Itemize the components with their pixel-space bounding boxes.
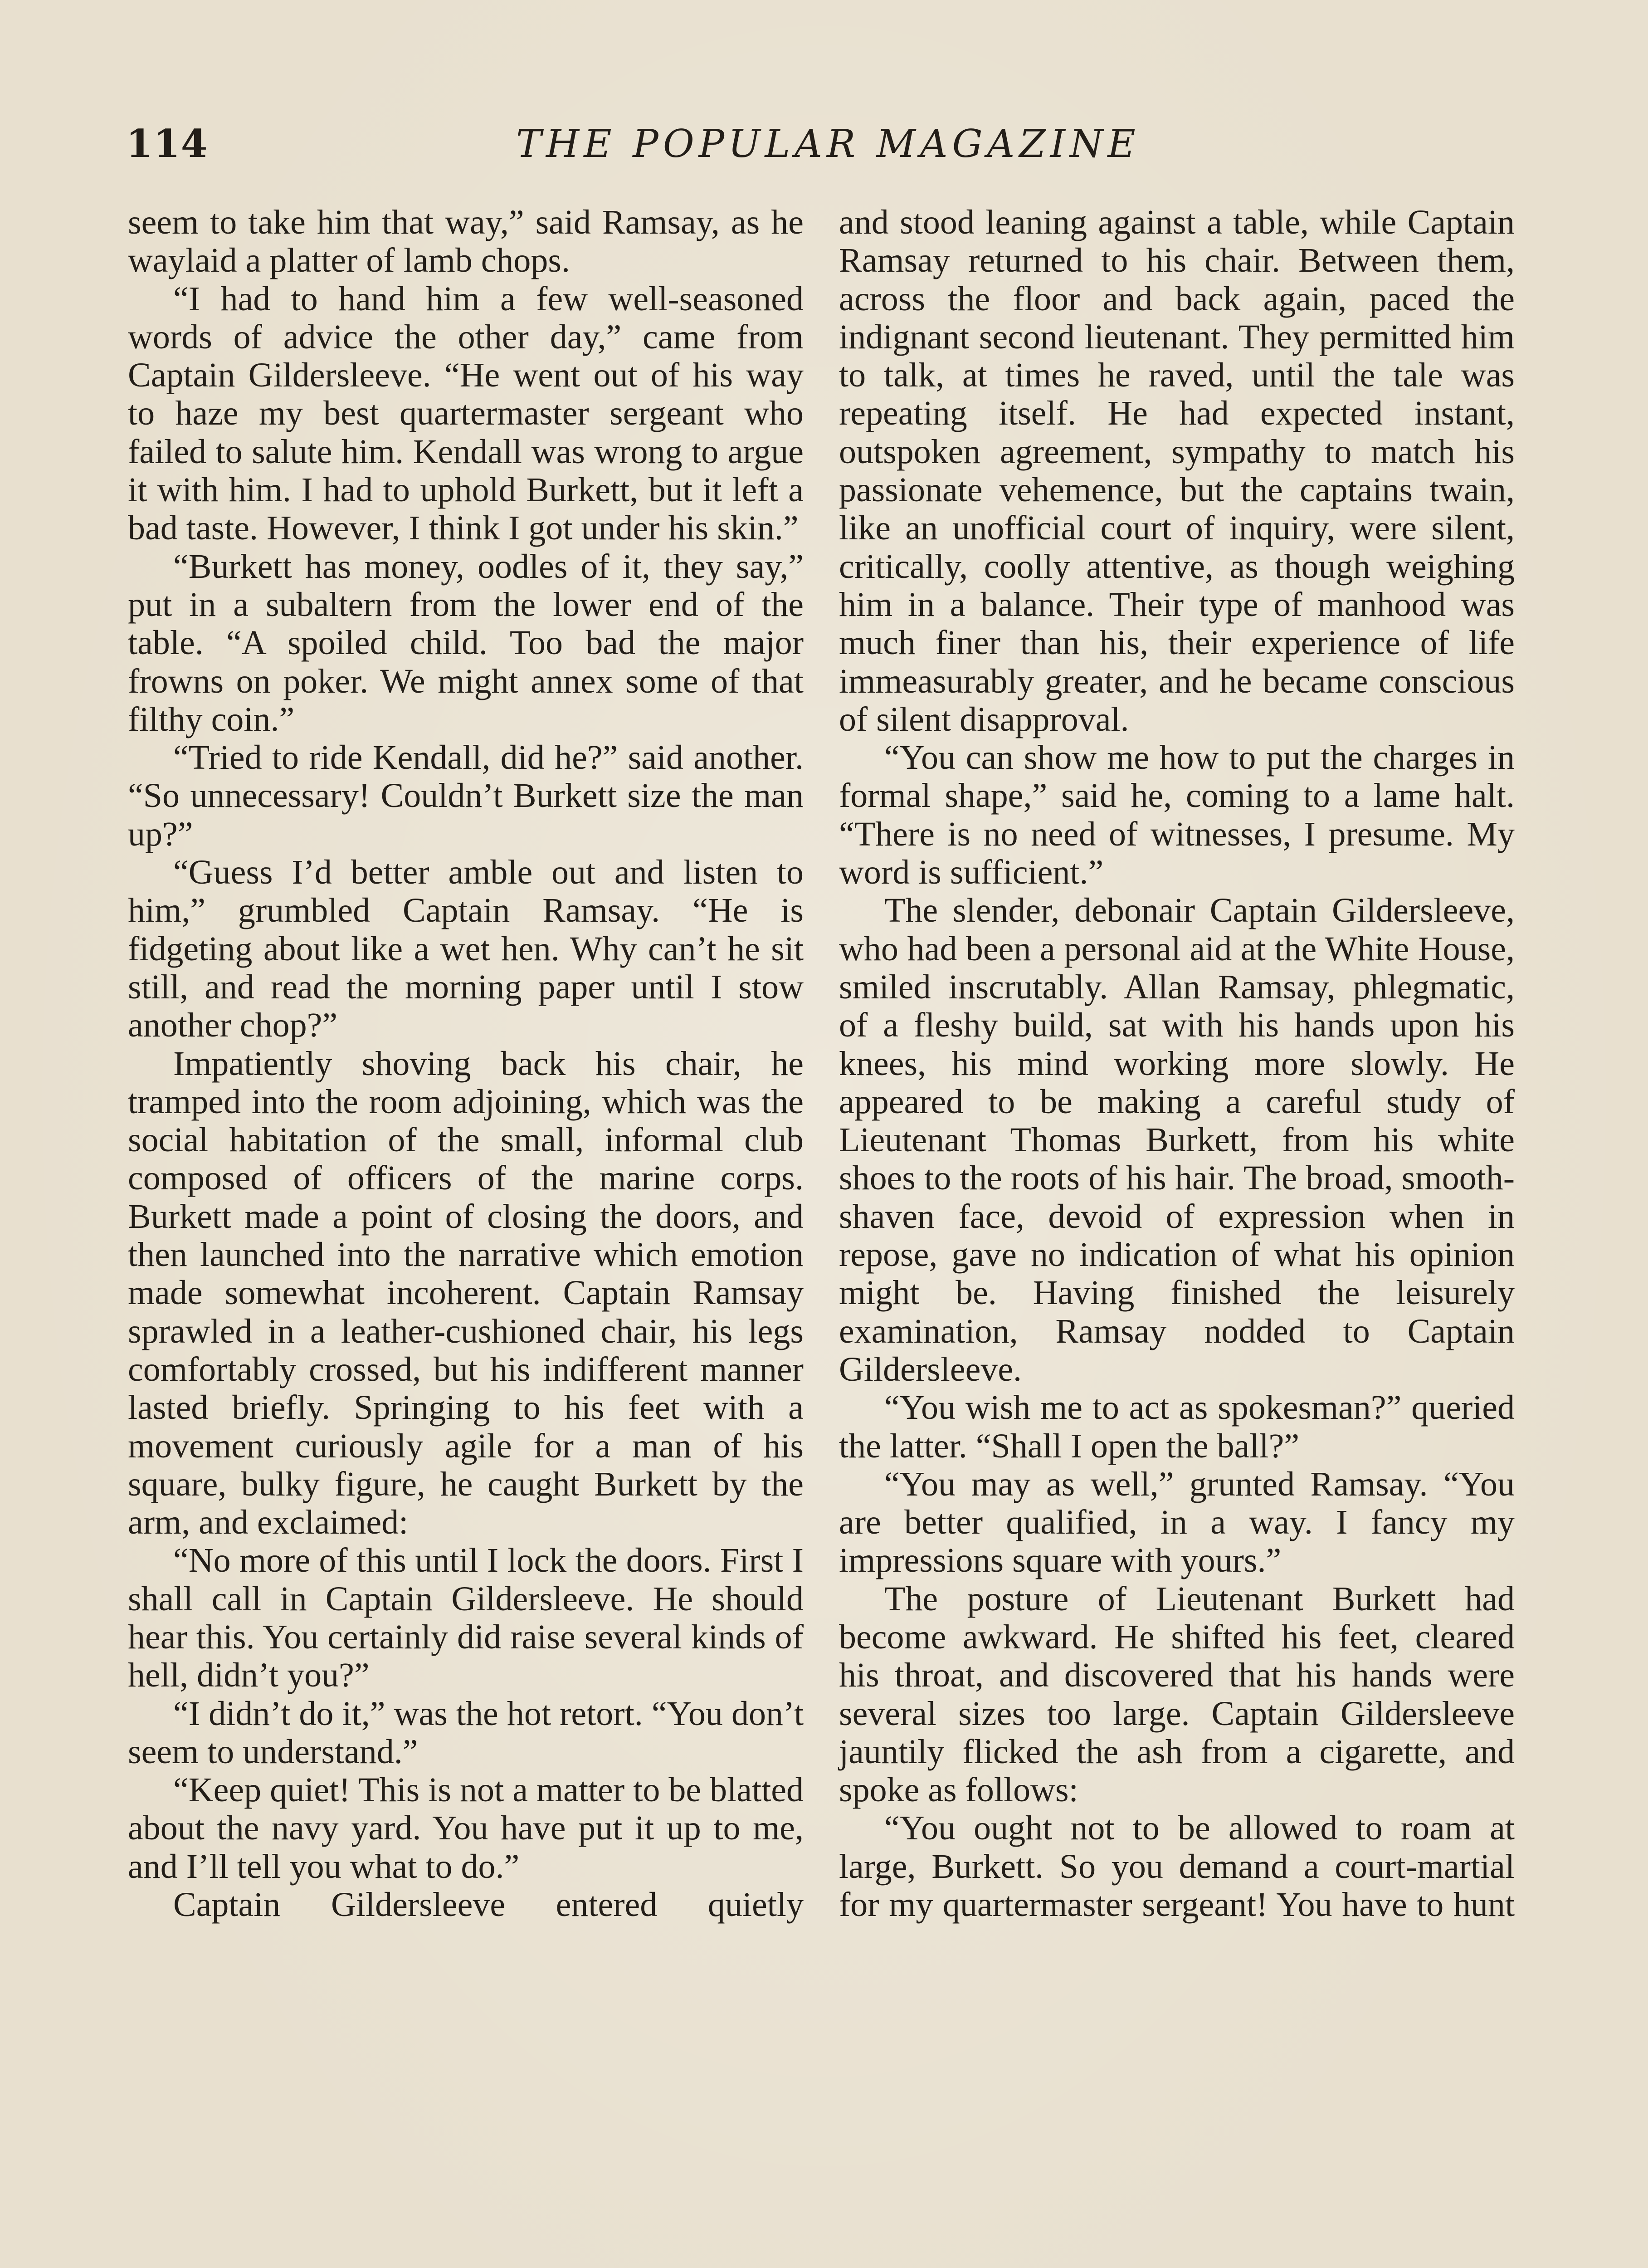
paragraph: “You ought not to be allowed to roam at large, Burkett. So you demand a court-martial for my quartermaster sergeant! You have to hunt [839,1809,1515,1924]
paragraph: “Burkett has money, oodles of it, they say,” put in a subaltern from the lower end of the table. “A spoiled child. Too bad the major frowns on poker. We might annex some of that filthy coin.” [128,547,804,738]
paragraph: “You wish me to act as spokesman?” queried the latter. “Shall I open the ball?” [839,1388,1515,1465]
running-head: THE POPULAR MAGAZINE [516,122,1140,166]
paragraph: “Tried to ride Kendall, did he?” said another. “So unnecessary! Couldn’t Burkett size the man up?” [128,738,804,853]
left-column [128,203,804,1924]
paragraph: “I didn’t do it,” was the hot retort. “You don’t seem to understand.” [128,1694,804,1771]
paragraph: seem to take him that way,” said Ramsay, as he waylaid a platter of lamb chops. [128,203,804,280]
paragraph: Impatiently shoving back his chair, he tramped into the room adjoining, which was the social habitation of the small, informal club composed of officers of the marine corps. Burkett made a point of closing the doors, and then launched into the narrative which emotion made somewhat incoherent. Captain Ramsay sprawled in a leather-cushioned chair, his legs comfortably crossed, but his indifferent manner lasted briefly. Springing to his feet with a movement curiously agile for a man of his square, bulky figure, he caught Burkett by the arm, and exclaimed: [128,1044,804,1542]
paragraph: and stood leaning against a table, while Captain Ramsay returned to his chair. Between them, across the floor and back again, paced the indignant second lieutenant. They permitted him to talk, at times he raved, until the tale was repeating itself. He had expected instant, outspoken agreement, sympathy to match his passionate vehemence, but the captains twain, like an unofficial court of inquiry, were silent, critically, coolly attentive, as though weighing him in a balance. Their type of manhood was much finer than his, their experience of life immeasurably greater, and he became conscious of silent disapproval. [839,203,1515,738]
paragraph: “You can show me how to put the charges in formal shape,” said he, coming to a lame halt. “There is no need of witnesses, I presume. My word is sufficient.” [839,738,1515,892]
paragraph: “No more of this until I lock the doors. First I shall call in Captain Gildersleeve. He should hear this. You certainly did raise several kinds of hell, didn’t you?” [128,1541,804,1695]
paragraph: The posture of Lieutenant Burkett had become awkward. He shifted his feet, cleared his throat, and discovered that his hands were several sizes too large. Captain Gildersleeve jauntily flicked the ash from a cigarette, and spoke as follows: [839,1579,1515,1809]
paragraph: “Keep quiet! This is not a matter to be blatted about the navy yard. You have put it up to me, and I’ll tell you what to do.” [128,1771,804,1886]
page-header [126,119,1527,169]
paragraph: The slender, debonair Captain Gildersleeve, who had been a personal aid at the White House, smiled inscrutably. Allan Ramsay, phlegmatic, of a fleshy build, sat with his hands upon his knees, his mind working more slowly. He appeared to be making a careful study of Lieutenant Thomas Burkett, from his white shoes to the roots of his hair. The broad, smooth-shaven face, devoid of expression when in repose, gave no indication of what his opinion might be. Having finished the leisurely examination, Ramsay nodded to Captain Gildersleeve. [839,891,1515,1388]
paragraph: “You may as well,” grunted Ramsay. “You are better qualified, in a way. I fancy my impressions square with yours.” [839,1465,1515,1580]
paragraph: Captain Gildersleeve entered quietly [173,1886,804,1924]
paragraph: “I had to hand him a few well-seasoned words of advice the other day,” came from Captain Gildersleeve. “He went out of his way to haze my best quartermaster sergeant who failed to salute him. Kendall was wrong to argue it with him. I had to uphold Burkett, but it left a bad taste. However, I think I got under his skin.” [128,279,804,547]
paragraph: “Guess I’d better amble out and listen to him,” grumbled Captain Ramsay. “He is fidgeting about like a wet hen. Why can’t he sit still, and read the morning paper until I stow another chop?” [128,853,804,1045]
page-number: 114 [126,121,209,166]
right-column [839,203,1515,1924]
